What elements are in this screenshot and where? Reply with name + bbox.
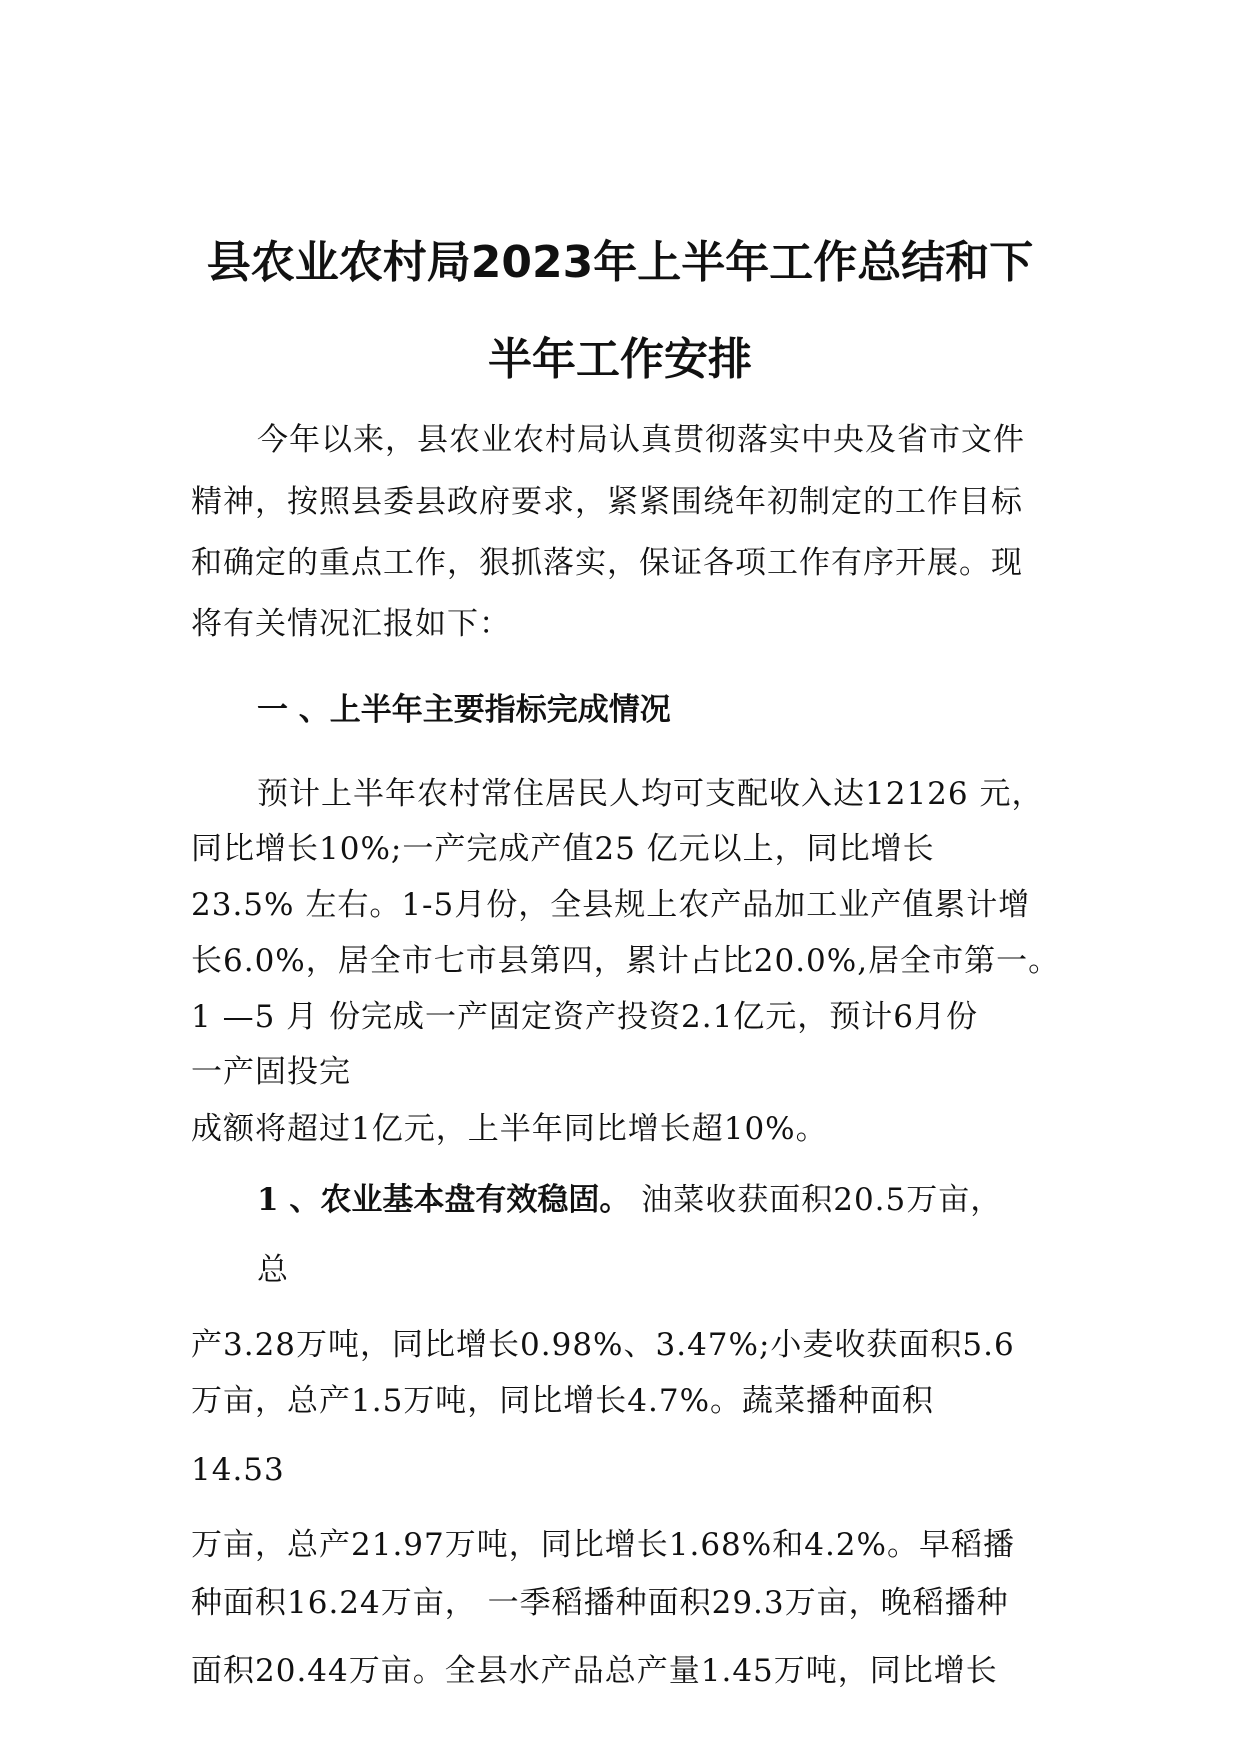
- section-1-line-4: 长6.0%，居全市七市县第四，累计占比20.0%,居全市第一。: [191, 943, 1061, 979]
- subsection-1-line-6: 万亩，总产21.97万吨，同比增长1.68%和4.2%。早稻播: [191, 1527, 1015, 1563]
- subsection-1-line-3: 产3.28万吨，同比增长0.98%、3.47%;小麦收获面积5.6: [191, 1327, 1015, 1363]
- subsection-1-line-2: 总: [257, 1252, 289, 1288]
- section-1-line-6: 一产固投完: [191, 1054, 351, 1090]
- section-1-line-1: 预计上半年农村常住居民人均可支配收入达12126 元，: [257, 776, 1044, 812]
- subsection-1-line-1: [257, 1180, 1002, 1220]
- subsection-1-line-4: 万亩，总产1.5万吨，同比增长4.7%。蔬菜播种面积: [191, 1383, 935, 1419]
- intro-line-1: 今年以来，县农业农村局认真贯彻落实中央及省市文件: [257, 422, 1025, 458]
- subsection-1-line-8: 面积20.44万亩。全县水产品总产量1.45万吨，同比增长: [191, 1653, 998, 1689]
- section-1-line-5: 1 —5 月 份完成一产固定资产投资2.1亿元，预计6月份: [191, 999, 979, 1035]
- section-1-line-2: 同比增长10%;一产完成产值25 亿元以上，同比增长: [191, 831, 935, 867]
- document-title-line-1: 县农业农村局2023年上半年工作总结和下: [206, 237, 1034, 288]
- subsection-1-line-5: 14.53: [191, 1452, 285, 1488]
- section-1-line-7: 成额将超过1亿元，上半年同比增长超10%。: [191, 1111, 828, 1147]
- intro-line-3: 和确定的重点工作，狠抓落实，保证各项工作有序开展。现: [191, 545, 1023, 581]
- section-1-line-3: 23.5% 左右。1-5月份，全县规上农产品加工业产值累计增: [191, 887, 1031, 923]
- intro-line-4: 将有关情况汇报如下：: [191, 606, 511, 642]
- document-title-line-2: 半年工作安排: [488, 334, 752, 385]
- subsection-1-first-text: 油菜收获面积20.5万亩，: [630, 1182, 1003, 1218]
- section-1-heading: 一 、上半年主要指标完成情况: [257, 692, 671, 728]
- subsection-1-label: 1 、农业基本盘有效稳固。: [257, 1182, 631, 1218]
- subsection-1-line-7: 种面积16.24万亩， 一季稻播种面积29.3万亩，晚稻播种: [191, 1585, 1009, 1621]
- intro-line-2: 精神，按照县委县政府要求，紧紧围绕年初制定的工作目标: [191, 484, 1023, 520]
